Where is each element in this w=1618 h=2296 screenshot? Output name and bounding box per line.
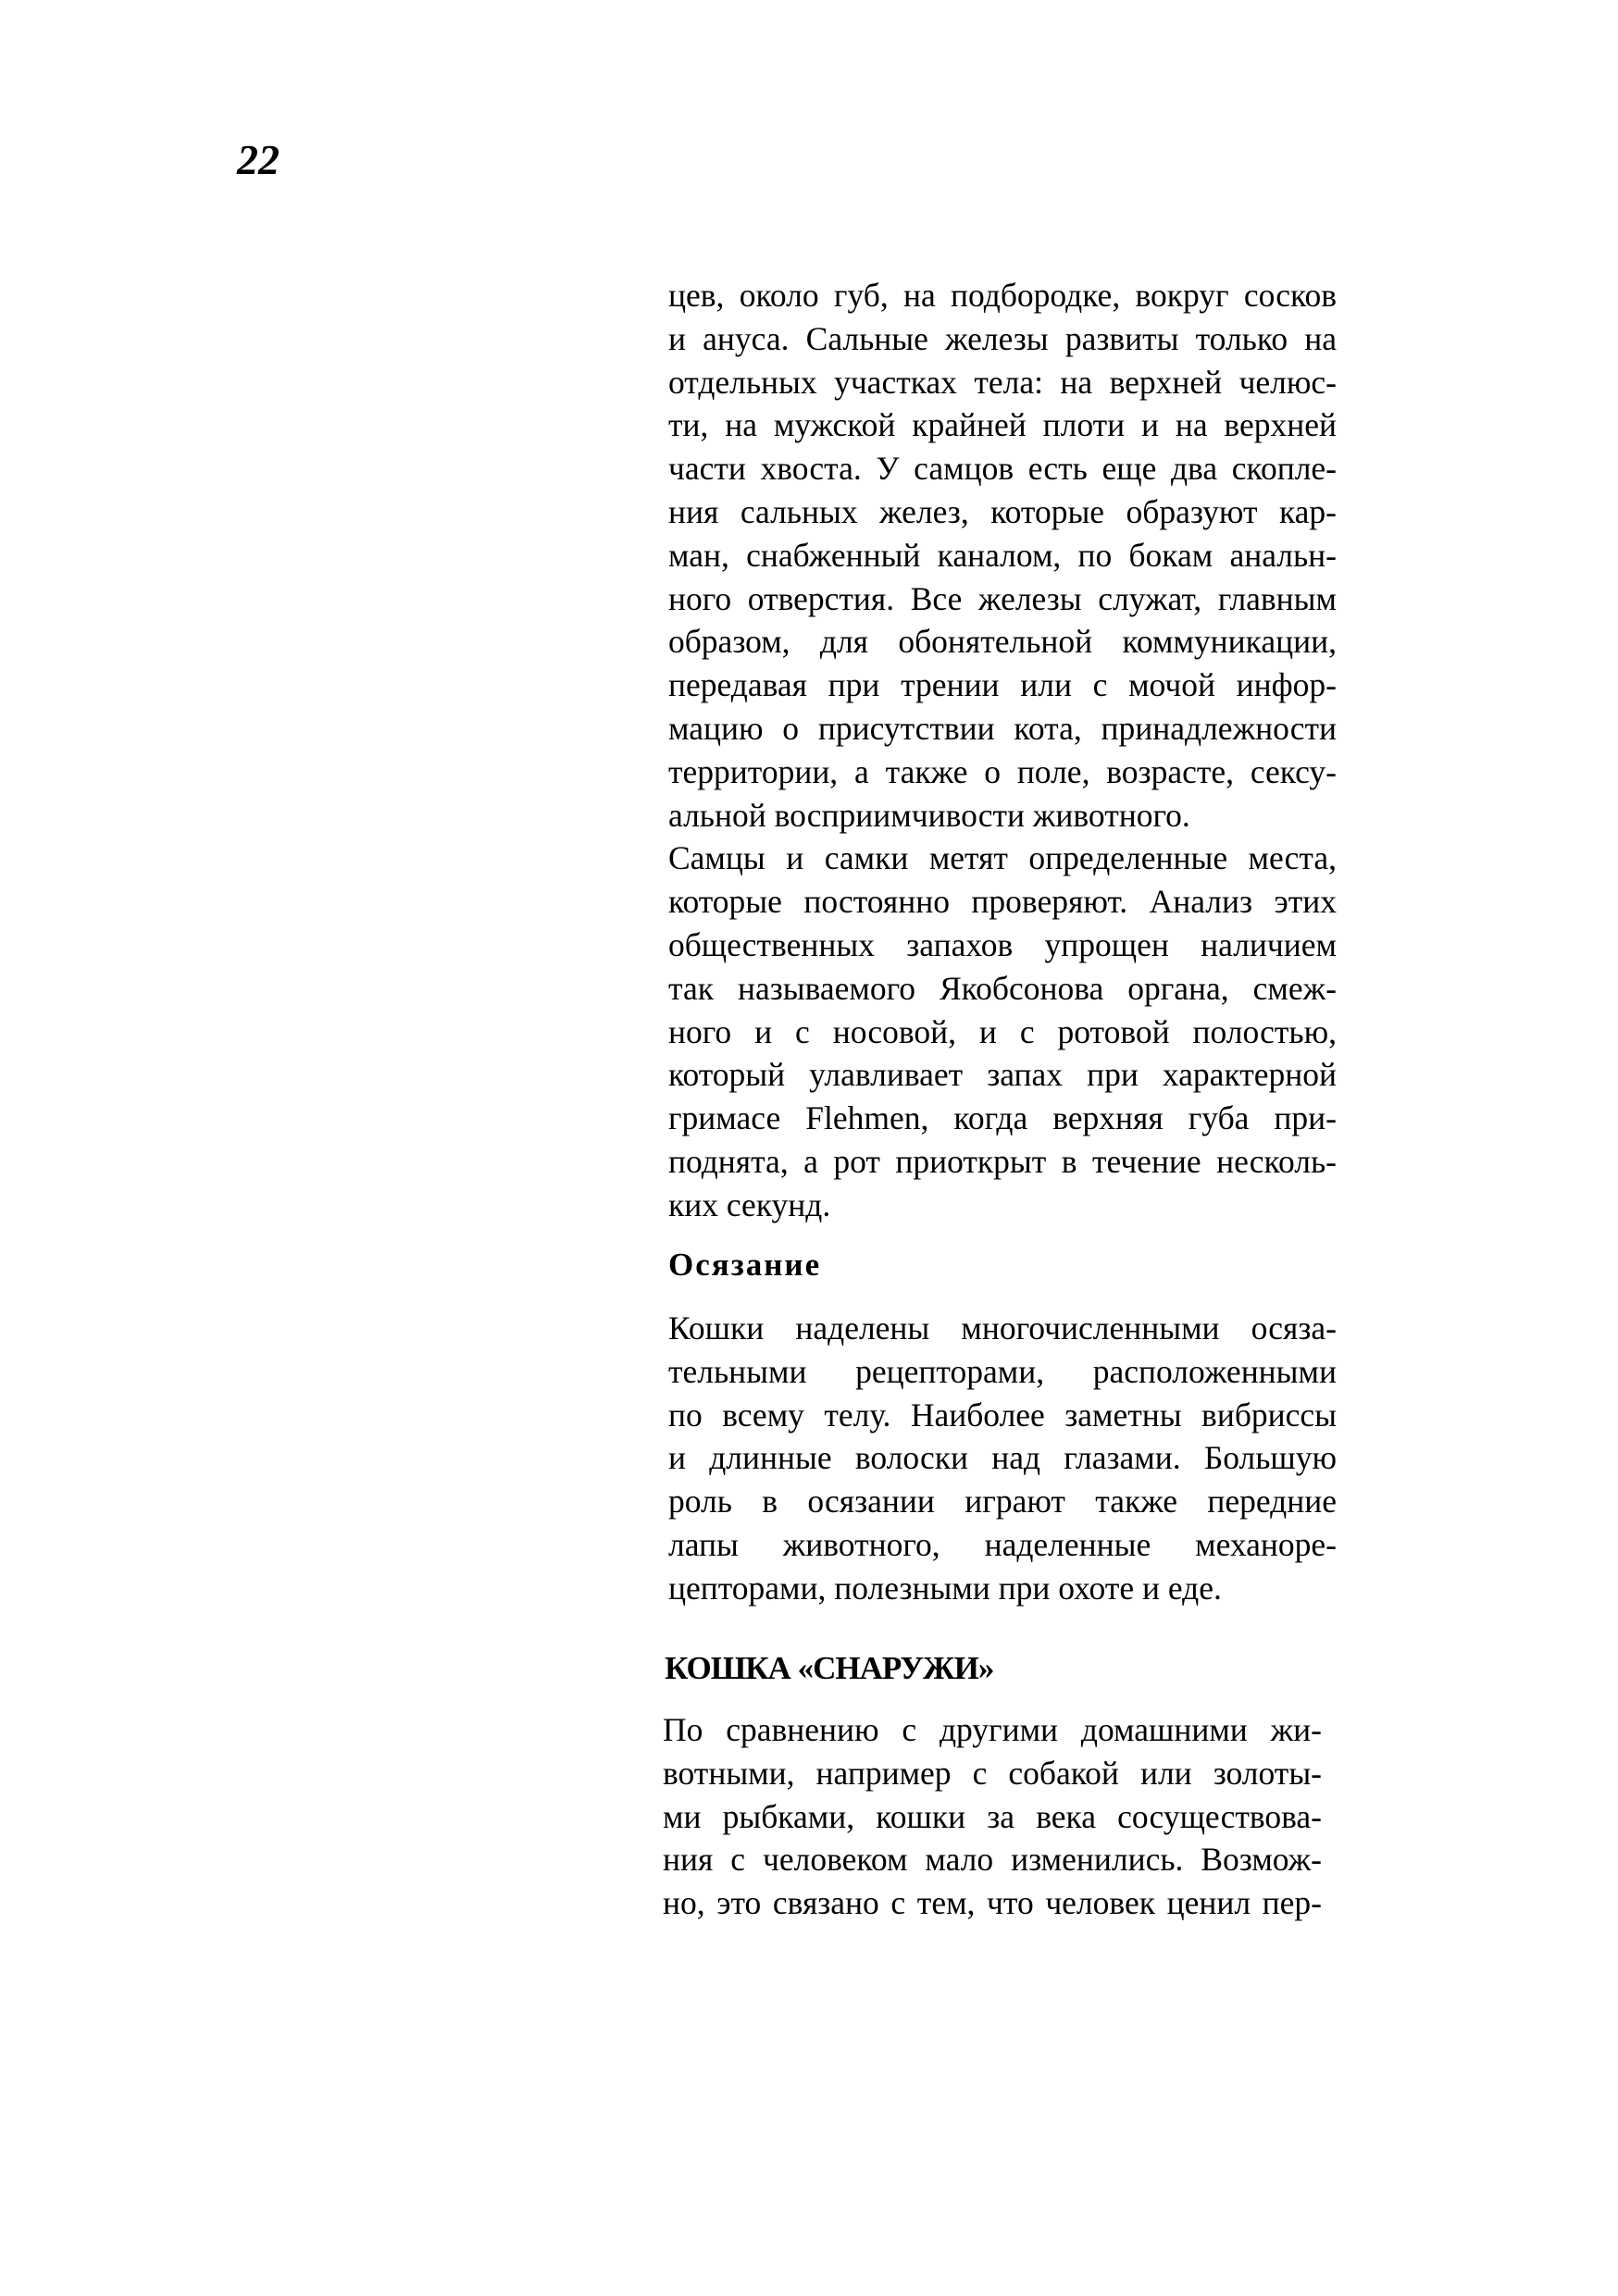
touch-paragraph — [668, 1307, 1337, 1610]
text-line: ман, снабженный каналом, по бокам анальн- — [668, 536, 1337, 574]
text-line: отдельных участках тела: на верхней челюс- — [668, 363, 1337, 401]
text-line: поднята, а рот приоткрыт в течение несколь- — [668, 1142, 1337, 1180]
text-line: лапы животного, наделенные механоре- — [668, 1525, 1337, 1563]
text-line: Кошки наделены многочисленными осяза- — [668, 1309, 1337, 1347]
outside-paragraph — [663, 1708, 1322, 1925]
text-line: по всему телу. Наиболее заметны вибриссы — [668, 1396, 1337, 1433]
text-line: территории, а также о поле, возрасте, сексу- — [668, 752, 1337, 790]
text-line: ния сальных желез, которые образуют кар- — [668, 492, 1337, 530]
text-line: роль в осязании играют также передние — [668, 1483, 1337, 1520]
section-heading-outside: КОШКА «СНАРУЖИ» — [665, 1650, 994, 1686]
text-line: который улавливает запах при характерной — [668, 1056, 1337, 1094]
text-line: вотными, например с собакой или золоты- — [663, 1754, 1322, 1792]
smell-paragraph-1 — [668, 274, 1337, 1227]
text-line: ких секунд. — [668, 1185, 831, 1223]
text-line: цепторами, полезными при охоте и еде. — [668, 1569, 1222, 1607]
text-line: части хвоста. У самцов есть еще два скопле- — [668, 450, 1337, 488]
text-line: ния с человеком мало изменились. Возмож- — [663, 1841, 1322, 1879]
text-line: ми рыбками, кошки за века сосуществова- — [663, 1797, 1322, 1835]
text-line: передавая при трении или с мочой инфор- — [668, 666, 1337, 704]
text-line: тельными рецепторами, расположенными — [668, 1352, 1337, 1390]
text-line: По сравнению с другими домашними жи- — [663, 1711, 1322, 1748]
text-line: так называемого Якобсонова органа, смеж- — [668, 969, 1337, 1007]
text-line: альной восприимчивости животного. — [668, 796, 1190, 834]
text-line: но, это связано с тем, что человек ценил пер- — [663, 1884, 1322, 1922]
text-line: цев, около губ, на подбородке, вокруг сосков — [668, 277, 1337, 314]
text-line: и ануса. Сальные железы развиты только на — [668, 319, 1337, 357]
text-line: ного и с носовой, и с ротовой полостью, — [668, 1012, 1337, 1050]
text-line: мацию о присутствии кота, принадлежности — [668, 709, 1337, 747]
text-line: общественных запахов упрощен наличием — [668, 925, 1337, 963]
text-line: образом, для обонятельной коммуникации, — [668, 623, 1337, 661]
text-line: Самцы и самки метят определенные места, — [668, 839, 1337, 877]
section-heading-touch: Осязание — [668, 1247, 822, 1283]
text-line: которые постоянно проверяют. Анализ этих — [668, 883, 1337, 921]
page-number: 22 — [237, 136, 280, 183]
text-line: и длинные волоски над глазами. Большую — [668, 1439, 1337, 1477]
text-line: ного отверстия. Все железы служат, главным — [668, 579, 1337, 617]
text-line: гримасе Flehmen, когда верхняя губа при- — [668, 1099, 1337, 1137]
text-line: ти, на мужской крайней плоти и на верхней — [668, 406, 1337, 444]
